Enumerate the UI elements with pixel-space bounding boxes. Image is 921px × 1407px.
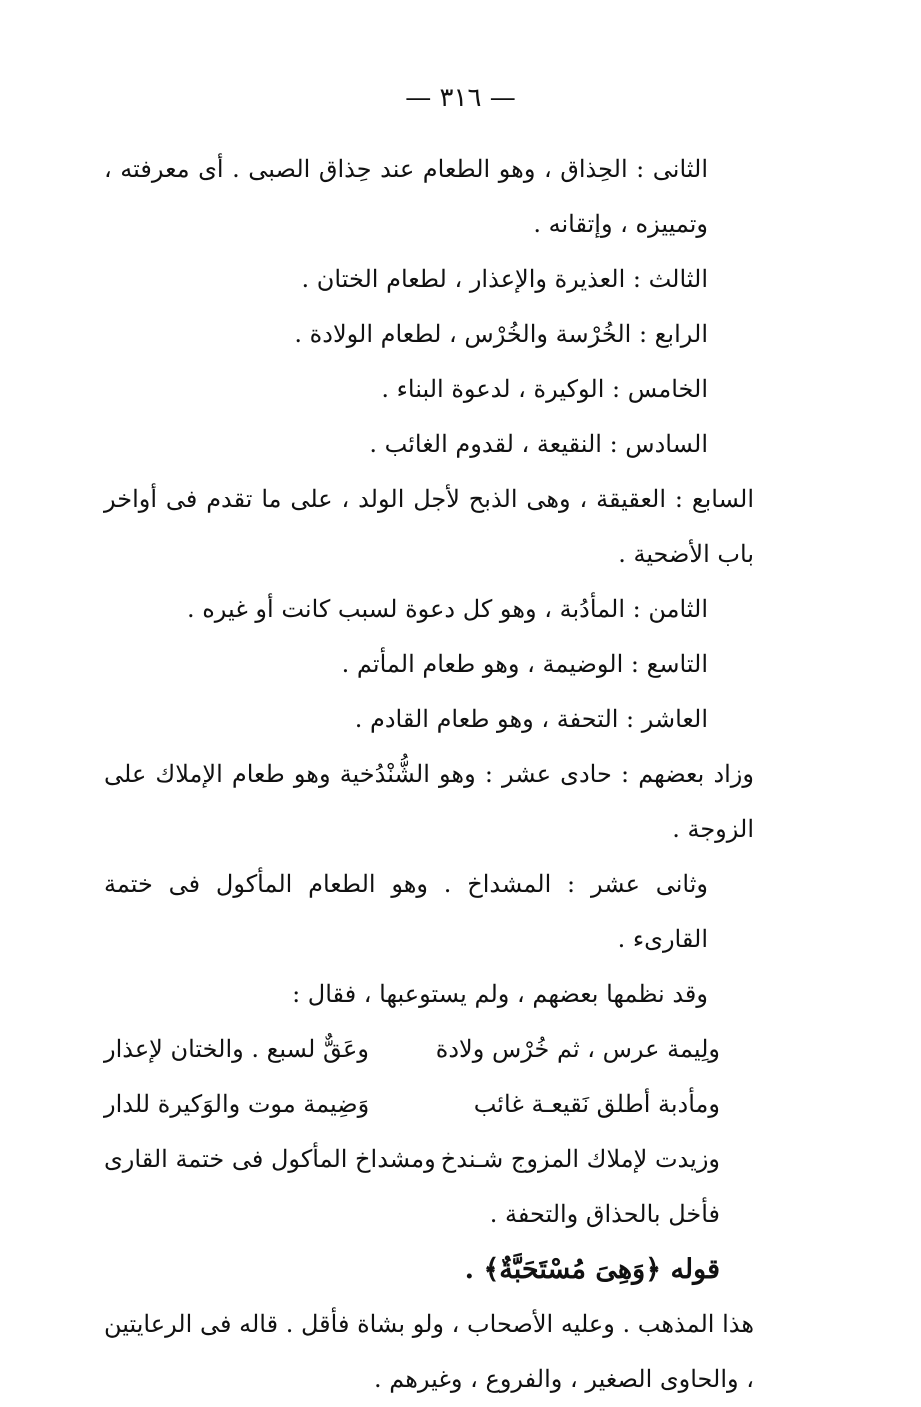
poem-line-1 [104, 1022, 754, 1077]
paragraph-ashir: العاشر : التحفة ، وهو طعام القادم . [354, 705, 708, 733]
poem-line-3 [104, 1132, 754, 1187]
heading-end: . [464, 1254, 475, 1285]
paragraph-thani-ashar: وثانى عشر : المشداخ . وهو الطعام المأكول فى ختمة القارىء . [104, 870, 708, 953]
close-bracket: ﴾ [483, 1254, 500, 1285]
poem-line-3-second-hemistich: ومشداخ المأكول فى ختمة القارى [104, 1145, 436, 1173]
heading-quote: وَهِىَ مُسْتَحَبَّةٌ [499, 1254, 646, 1285]
paragraph-sadis: السادس : النقيعة ، لقدوم الغائب . [369, 430, 708, 458]
paragraph-thalith: الثالث : العذيرة والإعذار ، لطعام الختان . [301, 265, 708, 293]
paragraph-thani: الثانى : الحِذاق ، وهو الطعام عند حِذاق الصبى . أى معرفته ، وتمييزه ، وإتقانه . [104, 155, 708, 238]
poem-remark: فأخل بالحذاق والتحفة . [489, 1200, 720, 1228]
paragraph-rabi: الرابع : الخُرْسة والخُرْس ، لطعام الولادة . [294, 320, 708, 348]
poem-line-2 [104, 1077, 754, 1132]
poem-line-3-first-hemistich: وزيدت لإملاك المزوج شـندخ [440, 1145, 720, 1173]
poem-line-2-first-hemistich: ومأدبة أطلق نَقيعـة غائب [473, 1090, 720, 1118]
paragraph-tasi: التاسع : الوضيمة ، وهو طعام المأتم . [341, 650, 708, 678]
poem-line-1-second-hemistich: وعَقٌّ لسبع . والختان لإعذار [104, 1035, 369, 1063]
page-number: — ٣١٦ — [405, 83, 516, 113]
heading-prefix: قوله [670, 1254, 720, 1285]
paragraph-hadi-ashar: وزاد بعضهم : حادى عشر : وهو الشُّنْدُخية وهو طعام الإملاك على الزوجة . [104, 760, 754, 843]
paragraph-poem-intro: وقد نظمها بعضهم ، ولم يستوعبها ، فقال : [292, 980, 708, 1008]
body-text [104, 142, 754, 1407]
paragraph-closing: هذا المذهب . وعليه الأصحاب ، ولو بشاة فأقل . قاله فى الرعايتين ، والحاوى الصغير ، والفروع ، وغيرهم . [104, 1310, 754, 1393]
poem-line-1-first-hemistich: ولِيمة عرس ، ثم خُرْس ولادة [435, 1035, 720, 1063]
paragraph-thamin: الثامن : المأدُبة ، وهو كل دعوة لسبب كانت أو غيره . [186, 595, 708, 623]
open-bracket: ﴿ [645, 1254, 662, 1285]
paragraph-sabi: السابع : العقيقة ، وهى الذبح لأجل الولد ، على ما تقدم فى أواخر باب الأضحية . [104, 485, 754, 568]
section-heading [104, 1242, 754, 1297]
poem-line-2-second-hemistich: وَضِيمة موت والوَكيرة للدار [104, 1090, 370, 1118]
paragraph-khamis: الخامس : الوكيرة ، لدعوة البناء . [381, 375, 708, 403]
